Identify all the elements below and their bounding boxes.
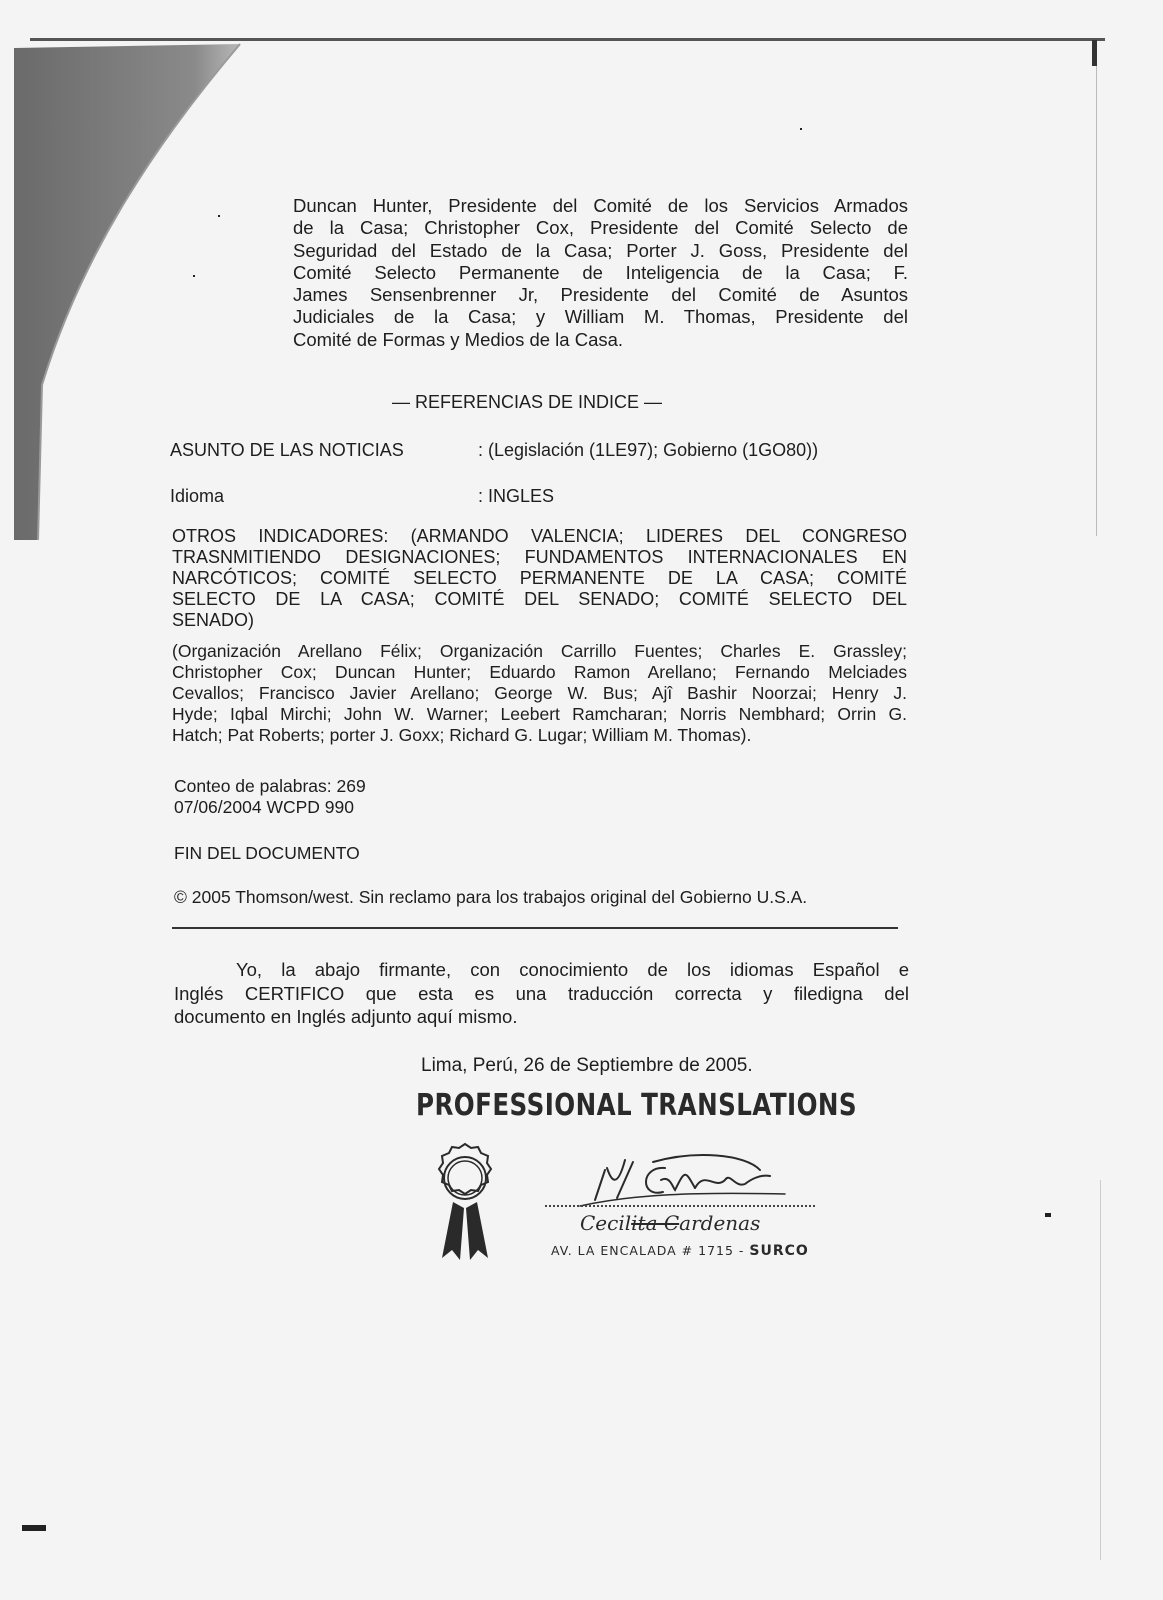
page-edge-right xyxy=(1092,40,1097,66)
asunto-label: ASUNTO DE LAS NOTICIAS xyxy=(170,440,404,460)
certification-line: Yo, la abajo firmante, con conocimiento de los idiomas Español e xyxy=(236,959,909,980)
intro-line: Judiciales de la Casa; y William M. Thomas, Presidente del xyxy=(293,306,908,328)
page-edge-line xyxy=(1096,66,1097,536)
otros-line: OTROS INDICADORES: (ARMANDO VALENCIA; LIDERES DEL CONGRESO xyxy=(172,526,907,546)
page-edge-line xyxy=(1100,1180,1101,1560)
document-code: 07/06/2004 WCPD 990 xyxy=(174,797,354,817)
scan-mark xyxy=(22,1525,46,1531)
address-district: SURCO xyxy=(749,1243,809,1259)
names-list xyxy=(172,641,907,746)
certification-paragraph xyxy=(174,958,909,1029)
copyright-notice: © 2005 Thomson/west. Sin reclamo para los trabajos original del Gobierno U.S.A. xyxy=(174,887,808,907)
names-line: Hatch; Pat Roberts; porter J. Goxx; Richard G. Lugar; William M. Thomas). xyxy=(172,725,752,745)
signature-icon xyxy=(545,1150,795,1210)
intro-line: de la Casa; Christopher Cox, Presidente del Comité Selecto de xyxy=(293,217,908,239)
names-line: (Organización Arellano Félix; Organización Carrillo Fuentes; Charles E. Grassley; xyxy=(172,641,907,661)
idioma-label: Idioma xyxy=(170,486,225,506)
end-of-document: FIN DEL DOCUMENTO xyxy=(174,843,360,863)
references-heading: — REFERENCIAS DE INDICE — xyxy=(392,392,663,412)
divider-line xyxy=(172,927,898,929)
stamp-title: PROFESSIONAL TRANSLATIONS xyxy=(416,1088,858,1123)
signer-name xyxy=(580,1211,760,1235)
names-line: Cevallos; Francisco Javier Arellano; George W. Bus; Ajî Bashir Noorzai; Henry J. xyxy=(172,683,907,703)
signer-last: ardenas xyxy=(679,1211,761,1235)
intro-line: Comité Selecto Permanente de Inteligencia de la Casa; F. xyxy=(293,261,908,283)
intro-line: James Sensenbrenner Jr, Presidente del Comité de Asuntos xyxy=(293,284,908,306)
signer-struck: ita C xyxy=(631,1211,680,1235)
signer-first: Cecil xyxy=(580,1211,632,1235)
intro-paragraph xyxy=(293,195,908,351)
word-count: Conteo de palabras: 269 xyxy=(174,776,366,796)
address-street: AV. LA ENCALADA # 1715 - xyxy=(551,1243,750,1258)
scan-dot xyxy=(193,275,195,277)
scan-dot xyxy=(1045,1213,1051,1217)
stamp-address xyxy=(551,1243,809,1259)
otros-line: TRASNMITIENDO DESIGNACIONES; FUNDAMENTOS INTERNACIONALES EN xyxy=(172,547,907,567)
page-edge-top xyxy=(30,38,1105,41)
asunto-value: : (Legislación (1LE97); Gobierno (1GO80)) xyxy=(478,440,819,460)
otros-line: NARCÓTICOS; COMITÉ SELECTO PERMANENTE DE LA CASA; COMITÉ xyxy=(172,568,907,588)
names-line: Christopher Cox; Duncan Hunter; Eduardo Ramon Arellano; Fernando Melciades xyxy=(172,662,907,682)
names-line: Hyde; Iqbal Mirchi; John W. Warner; Leebert Ramcharan; Norris Nembhard; Orrin G. xyxy=(172,704,907,724)
intro-line: Seguridad del Estado de la Casa; Porter J. Goss, Presidente del xyxy=(293,239,908,261)
seal-rosette-icon xyxy=(420,1140,510,1265)
intro-line: Comité de Formas y Medios de la Casa. xyxy=(293,328,624,350)
signature-line xyxy=(545,1205,815,1207)
certification-line: documento en Inglés adjunto aquí mismo. xyxy=(174,1006,518,1027)
scan-dot xyxy=(800,128,802,130)
idioma-value: : INGLES xyxy=(478,486,555,506)
scan-dot xyxy=(218,215,220,217)
otros-line: SENADO) xyxy=(172,610,255,630)
intro-line: Duncan Hunter, Presidente del Comité de los Servicios Armados xyxy=(293,195,908,216)
certification-line: Inglés CERTIFICO que esta es una traducción correcta y filedigna del xyxy=(174,982,909,1004)
otros-indicadores xyxy=(172,526,907,631)
place-date: Lima, Perú, 26 de Septiembre de 2005. xyxy=(421,1055,753,1076)
otros-line: SELECTO DE LA CASA; COMITÉ DEL SENADO; COMITÉ SELECTO DEL xyxy=(172,589,907,609)
